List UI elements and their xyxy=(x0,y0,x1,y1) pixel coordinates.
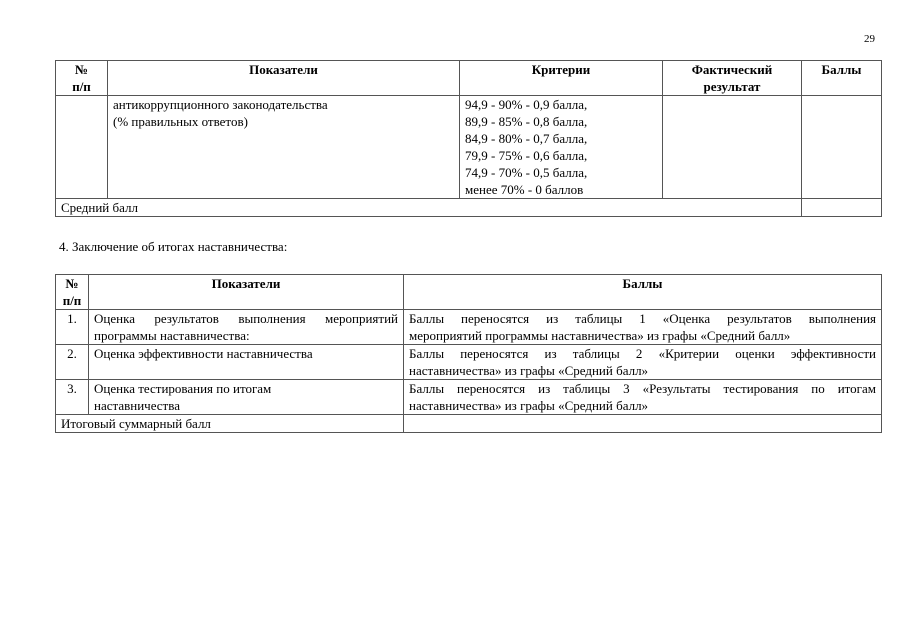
score-cell xyxy=(404,310,882,345)
header-indicators: Показатели xyxy=(89,275,404,310)
indicator-cell xyxy=(89,345,404,380)
score-line: мероприятий программы наставничества» из графы «Средний балл» xyxy=(409,328,791,343)
row-num: 3. xyxy=(56,380,89,415)
average-score-row xyxy=(56,199,882,217)
table-row xyxy=(56,96,882,199)
score-line: наставничества» из графы «Средний балл» xyxy=(409,398,649,413)
row-num xyxy=(56,96,108,199)
indicator-cell xyxy=(89,380,404,415)
total-score-row xyxy=(56,415,882,433)
indicator-line: Оценка эффективности наставничества xyxy=(94,346,313,361)
header-indicators: Показатели xyxy=(108,61,460,96)
header-score: Баллы xyxy=(802,61,882,96)
table-row xyxy=(56,310,882,345)
indicator-line: Оценка результатов выполнения мероприятий xyxy=(94,311,398,326)
average-score-label: Средний балл xyxy=(56,199,802,217)
total-score-label: Итоговый суммарный балл xyxy=(56,415,404,433)
header-score: Баллы xyxy=(404,275,882,310)
criteria-cell xyxy=(460,96,663,199)
row-num: 2. xyxy=(56,345,89,380)
section-title: 4. Заключение об итогах наставничества: xyxy=(59,239,288,254)
criteria-line: 74,9 - 70% - 0,5 балла, xyxy=(465,165,588,180)
score-cell xyxy=(404,345,882,380)
conclusion-table xyxy=(55,274,882,433)
criteria-line: менее 70% - 0 баллов xyxy=(465,182,584,197)
criteria-line: 89,9 - 85% - 0,8 балла, xyxy=(465,114,588,129)
score-cell xyxy=(404,380,882,415)
header-criteria: Критерии xyxy=(460,61,663,96)
criteria-line: 84,9 - 80% - 0,7 балла, xyxy=(465,131,588,146)
indicator-cell xyxy=(108,96,460,199)
criteria-line: 79,9 - 75% - 0,6 балла, xyxy=(465,148,588,163)
page-number: 29 xyxy=(864,33,875,45)
indicator-line: наставничества xyxy=(94,398,180,413)
score-line: Баллы переносятся из таблицы 3 «Результаты тестирования по итогам xyxy=(409,381,876,396)
header-actual-result: Фактический результат xyxy=(663,61,802,96)
score-line: Баллы переносятся из таблицы 1 «Оценка результатов выполнения xyxy=(409,311,876,326)
average-score-value xyxy=(802,199,882,217)
conclusion-table-header xyxy=(56,275,882,310)
row-num: 1. xyxy=(56,310,89,345)
indicator-line: (% правильных ответов) xyxy=(113,114,248,129)
header-num: № п/п xyxy=(56,61,108,96)
criteria-table-header xyxy=(56,61,882,96)
indicator-line: Оценка тестирования по итогам xyxy=(94,381,272,396)
criteria-table xyxy=(55,60,882,217)
criteria-line: 94,9 - 90% - 0,9 балла, xyxy=(465,97,588,112)
indicator-cell xyxy=(89,310,404,345)
score-line: наставничества» из графы «Средний балл» xyxy=(409,363,649,378)
score-cell xyxy=(802,96,882,199)
total-score-value xyxy=(404,415,882,433)
table-row xyxy=(56,345,882,380)
header-num: № п/п xyxy=(56,275,89,310)
indicator-line: программы наставничества: xyxy=(94,328,250,343)
table-row xyxy=(56,380,882,415)
actual-result-cell xyxy=(663,96,802,199)
score-line: Баллы переносятся из таблицы 2 «Критерии оценки эффективности xyxy=(409,346,876,361)
indicator-line: антикоррупционного законодательства xyxy=(113,97,328,112)
